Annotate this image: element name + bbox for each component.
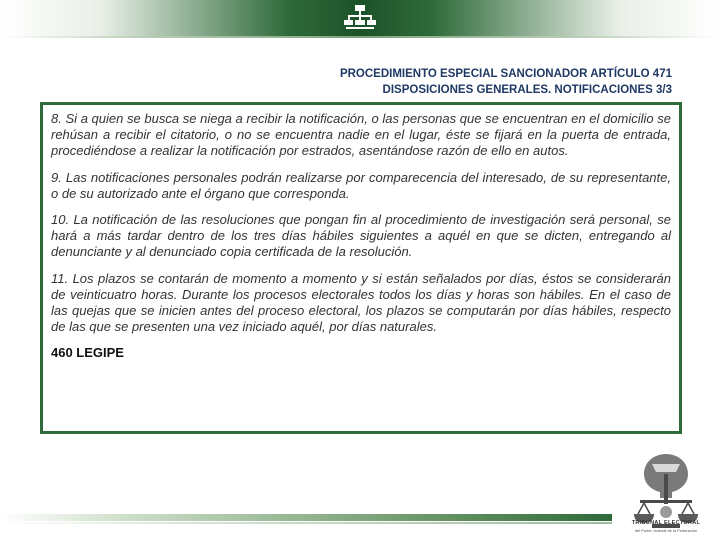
org-chart-icon — [344, 4, 376, 32]
logo-name: TRIBUNAL ELECTORAL — [631, 520, 701, 526]
content-text — [51, 111, 671, 362]
paragraph-10: 10. La notificación de las resoluciones que pongan fin al procedimiento de investigación será personal, se hará a más tardar dentro de los tres días hábiles siguientes a aquél en que se dicten, entregando al denunciante y al denunciado copia certificada de la resolución. — [51, 212, 671, 260]
header-divider — [0, 36, 720, 38]
content-box — [40, 102, 682, 434]
footer-divider — [0, 522, 612, 524]
paragraph-11: 11. Los plazos se contarán de momento a momento y si están señalados por días, éstos se considerarán de veinticuatro horas. Durante los procesos electorales todos los días y horas son hábiles. En el caso de las quejas que se inicien antes del proceso electoral, los plazos se computarán por días hábiles, respecto de las que se presenten una vez iniciado aquél, por días naturales. — [51, 270, 671, 335]
footer-band — [0, 514, 612, 521]
source-reference: 460 LEGIPE — [51, 345, 124, 361]
title-line-1: PROCEDIMIENTO ESPECIAL SANCIONADOR ARTÍCULO 471 — [339, 68, 672, 80]
paragraph-8: 8. Si a quien se busca se niega a recibir la notificación, o las personas que se encuentran en el domicilio se rehúsan a recibir el citatorio, o no se encuentra nadie en el lugar, éste se fijará en la puerta de entrada, procediéndose a realizar la notificación por estrados, asentándose razón de ello en autos. — [51, 111, 671, 159]
title-line-2: DISPOSICIONES GENERALES. NOTIFICACIONES 3/3 — [382, 84, 672, 96]
paragraph-9: 9. Las notificaciones personales podrán realizarse por comparecencia del interesado, de su representante, o de su autorizado ante el órgano que corresponda. — [51, 169, 671, 201]
slide-title — [300, 66, 672, 98]
logo-subtitle: del Poder Judicial de la Federación — [634, 528, 698, 533]
